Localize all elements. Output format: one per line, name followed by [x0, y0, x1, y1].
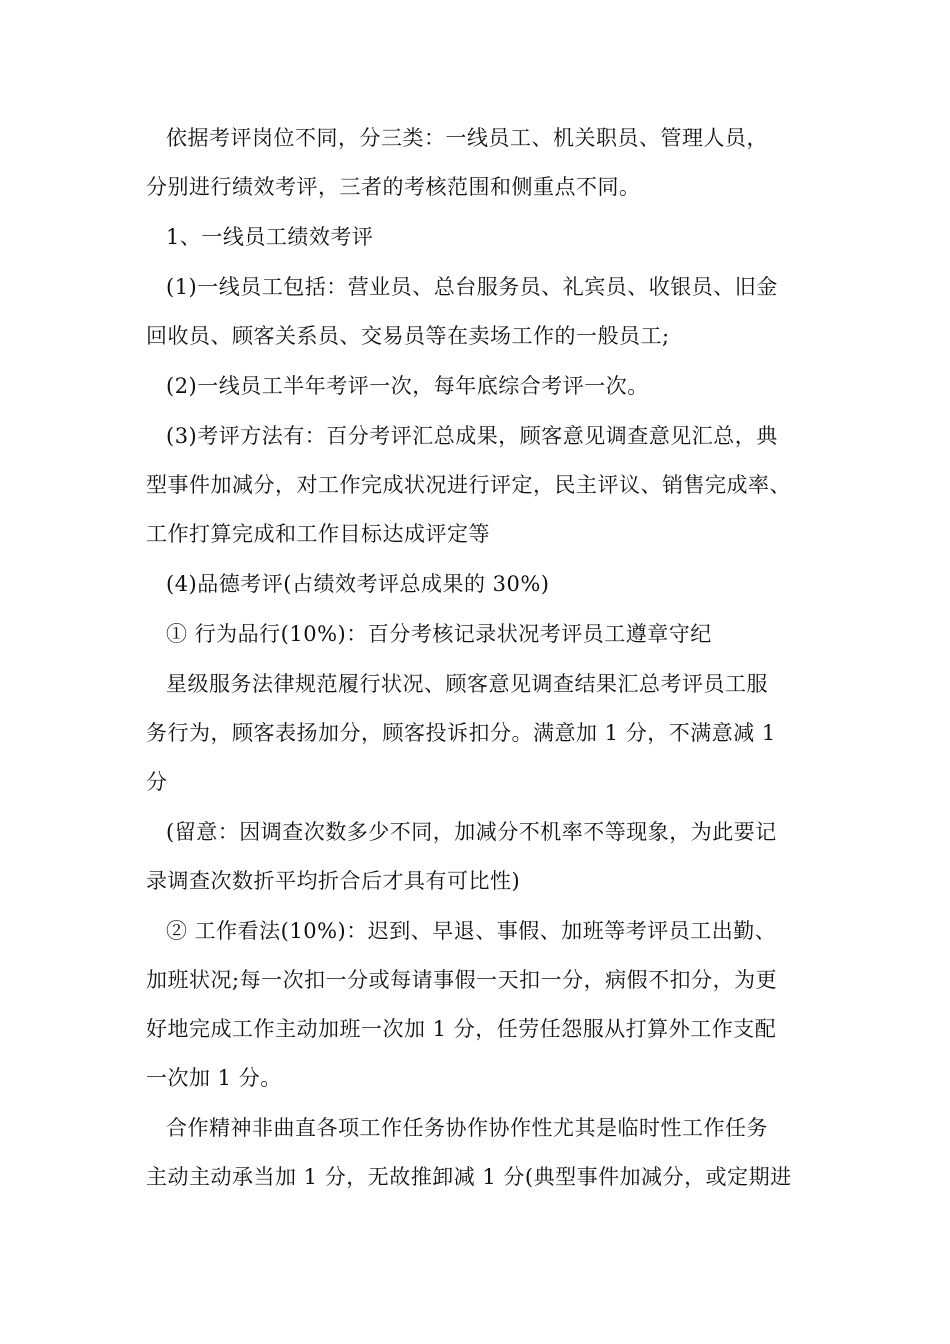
paragraph-line: 务行为，顾客表扬加分，顾客投诉扣分。满意加 1 分，不满意减 1 — [146, 721, 776, 745]
paragraph-line: 录调查次数折平均折合后才具有可比性) — [146, 869, 521, 893]
paragraph-line: (1)一线员工包括：营业员、总台服务员、礼宾员、收银员、旧金 — [166, 275, 778, 299]
paragraph-line: 主动主动承当加 1 分，无故推卸减 1 分(典型事件加减分，或定期进 — [146, 1165, 792, 1189]
paragraph-line: 型事件加减分，对工作完成状况进行评定，民主评议、销售完成率、 — [146, 473, 791, 497]
document-body — [146, 126, 826, 1190]
paragraph-line: 依据考评岗位不同，分三类：一线员工、机关职员、管理人员， — [166, 126, 768, 150]
paragraph-line: ① 行为品行(10%)：百分考核记录状况考评员工遵章守纪 — [166, 622, 712, 646]
paragraph-line: 工作打算完成和工作目标达成评定等 — [146, 522, 490, 546]
paragraph-line: (4)品德考评(占绩效考评总成果的 30%) — [166, 572, 550, 596]
paragraph-line: 一次加 1 分。 — [146, 1066, 282, 1090]
paragraph-line: 回收员、顾客关系员、交易员等在卖场工作的一般员工; — [146, 324, 670, 348]
paragraph-line: 分别进行绩效考评，三者的考核范围和侧重点不同。 — [146, 175, 641, 199]
paragraph-line: 好地完成工作主动加班一次加 1 分，任劳任怨服从打算外工作支配 — [146, 1017, 777, 1041]
paragraph-line: ② 工作看法(10%)：迟到、早退、事假、加班等考评员工出勤、 — [166, 919, 777, 943]
paragraph-line: 分 — [146, 770, 168, 794]
paragraph-line: (2)一线员工半年考评一次，每年底综合考评一次。 — [166, 374, 649, 398]
paragraph-line: 星级服务法律规范履行状况、顾客意见调查结果汇总考评员工服 — [166, 672, 768, 696]
section-heading: 1、一线员工绩效考评 — [166, 225, 374, 249]
paragraph-line: 加班状况;每一次扣一分或每请事假一天扣一分，病假不扣分，为更 — [146, 968, 778, 992]
paragraph-line: (3)考评方法有：百分考评汇总成果，顾客意见调查意见汇总，典 — [166, 424, 778, 448]
paragraph-line: (留意：因调查次数多少不同，加减分不机率不等现象，为此要记 — [166, 820, 777, 844]
paragraph-line: 合作精神非曲直各项工作任务协作协作性尤其是临时性工作任务 — [166, 1116, 768, 1140]
